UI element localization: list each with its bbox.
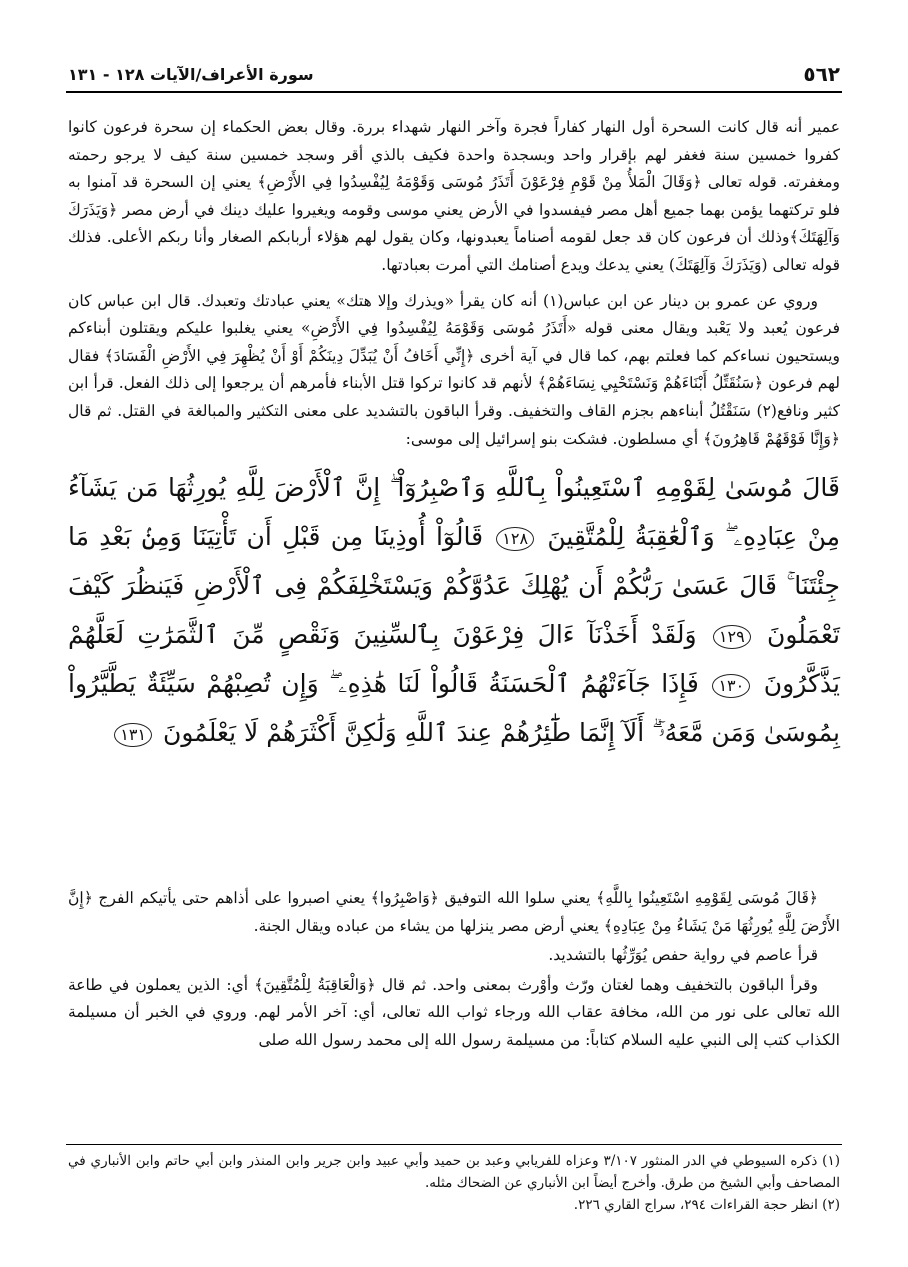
verse-128-text: قَالَ مُوسَىٰ لِقَوْمِهِ ٱسْتَعِينُواْ بِٱللَّهِ وَٱصْبِرُوٓاْ ۖ إِنَّ ٱلْأَرْضَ لِلَّهِ يُورِثُهَا مَن يَشَآءُ مِنْ عِبَادِهِۦ ۖ وَٱلْعَٰقِبَةُ لِلْمُتَّقِينَ <box>68 473 841 552</box>
paragraph-2: وروي عن عمرو بن دينار عن ابن عباس(١) أنه كان يقرأ «ويذرك وإلا هتك» يعني عبادتك وتعبدك. قال ابن عباس كان فرعون يُعبد ولا يَعْبد ويقال معنى قوله «أَتَذَرُ مُوسَى وَقَوْمَهُ لِيُفْسِدُوا فِي الأَرْضِ» يعني يغلبوا عليكم ويقتلون أبناءكم ويستحيون نساءكم كما فعلتم بهم، كما قال في آية أخرى ﴿إِنِّي أَخَافُ أَنْ يُبَدِّلَ دِينَكُمْ أَوْ أَنْ يُظْهِرَ فِي الأَرْضِ الْفَسَادَ﴾ فقال لهم فرعون ﴿سَنُقَتِّلُ أَبْنَاءَهُمْ وَنَسْتَحْيِي نِسَاءَهُمْ﴾ لأنهم قد كانوا تركوا قتل الأبناء فأمرهم أن يرجعوا إلى ذلك الفعل. قرأ ابن كثير ونافع(٢) سَنَقْتُلُ أبناءهم بجزم القاف والتخفيف. وقرأ الباقون بالتشديد على معنى التكثير والمبالغة في القتل. ثم قال ﴿وَإِنَّا فَوْقَهُمْ قَاهِرُونَ﴾ أي مسلطون. فشكت بنو إسرائيل إلى موسى: <box>68 291 840 448</box>
verse-131-text: فَإِذَا جَآءَتْهُمُ ٱلْحَسَنَةُ قَالُواْ لَنَا هَٰذِهِۦ ۖ وَإِن تُصِبْهُمْ سَيِّئَةٌ يَطَّيَّرُواْ بِمُوسَىٰ وَمَن مَّعَهُۥٓ ۗ أَلَآ إِنَّمَا طَٰٓئِرُهُمْ عِندَ ٱللَّهِ وَلَٰكِنَّ أَكْثَرَهُمْ لَا يَعْلَمُونَ <box>68 669 840 748</box>
commentary-paragraph-1: ﴿قَالَ مُوسَى لِقَوْمِهِ اسْتَعِينُوا بِاللَّهِ﴾ يعني سلوا الله التوفيق ﴿وَاصْبِرُوا﴾ يعني اصبروا على أذاهم حتى يأتيكم الفرج ﴿إِنَّ الأَرْضَ لِلَّهِ يُورِثُهَا مَنْ يَشَاءُ مِنْ عِبَادِهِ﴾ يعني أرض مصر ينزلها من يشاء من عباده ويقال الجنة. <box>68 889 840 935</box>
verse-130-number: ١٣٠ <box>712 674 750 698</box>
header-divider <box>66 91 842 93</box>
commentary <box>68 885 840 1057</box>
footnote-divider <box>66 1144 842 1145</box>
quran-verses <box>68 463 840 757</box>
footnote-2: (٢) انظر حجة القراءات ٢٩٤، سراج القاري ٢٢٦. <box>573 1197 840 1213</box>
footnotes <box>68 1150 840 1216</box>
paragraph-1: عمير أنه قال كانت السحرة أول النهار كفاراً فجرة وآخر النهار شهداء بررة. وقال بعض الحكماء إن سحرة فرعون كانوا كفروا خمسين سنة فغفر لهم بإقرار واحد وبسجدة واحدة فكيف بالذي أقر وسجد خمسين سنة كيف لا يرجو رحمته ومغفرته. قوله تعالى ﴿وَقَالَ الْمَلأُ مِنْ قَوْمِ فِرْعَوْنَ أَتَذَرُ مُوسَى وَقَوْمَهُ لِيُفْسِدُوا فِي الأَرْضِ﴾ يعني إن السحرة قد آمنوا به فلو تركتهما يؤمن بهما جميع أهل مصر فيفسدوا في الأرض يعني موسى وقومه ويغيروا عليك دينك في أرض مصر ﴿وَيَذَرَكَ وَآلِهَتَكَ﴾وذلك أن فرعون كان قد جعل لقومه أصناماً يعبدونها، وكان يقول لهم هؤلاء أربابكم الصغار وأنا ربكم الأعلى. فذلك قوله تعالى (وَيَذَرَكَ وَآلِهَتَكَ) يعني يدعك ويدع أصنامك التي أمرت بعبادتها. <box>68 118 840 274</box>
main-text <box>68 114 840 771</box>
verse-128-number: ١٢٨ <box>496 527 534 551</box>
commentary-paragraph-3: وقرأ الباقون بالتخفيف وهما لغتان ورّث وأوْرث بمعنى واحد. ثم قال ﴿وَالْعَاقِبَةُ لِلْمُتَّقِينَ﴾ أي: الذين يعملون في طاعة الله تعالى على نور من الله، مخافة عقاب الله ورجاء ثواب الله تعالى، أي: آخر الأمر لهم. وروي في الخبر أن مسيلمة الكذاب كتب إلى النبي عليه السلام كتاباً: من مسيلمة رسول الله إلى محمد رسول الله صلى <box>68 975 840 1049</box>
verse-130-text: وَلَقَدْ أَخَذْنَآ ءَالَ فِرْعَوْنَ بِٱلسِّنِينَ وَنَقْصٍ مِّنَ ٱلثَّمَرَٰتِ لَعَلَّهُمْ يَذَّكَّرُونَ <box>68 620 840 699</box>
page-number: ٥٦٢ <box>803 62 840 86</box>
verse-131-number: ١٣١ <box>114 723 152 747</box>
verse-129-text: قَالُوٓاْ أُوذِينَا مِن قَبْلِ أَن تَأْتِيَنَا وَمِنۢ بَعْدِ مَا جِئْتَنَا ۚ قَالَ عَسَىٰ رَبُّكُمْ أَن يُهْلِكَ عَدُوَّكُمْ وَيَسْتَخْلِفَكُمْ فِى ٱلْأَرْضِ فَيَنظُرَ كَيْفَ تَعْمَلُونَ <box>68 522 840 650</box>
verse-129-number: ١٢٩ <box>713 625 751 649</box>
footnote-1: (١) ذكره السيوطي في الدر المنثور ٣/١٠٧ وعزاه للفريابي وعبد بن حميد وأبي عبيد وابن جرير وابن المنذر وابن أبي حاتم وابن الأنباري في المصاحف وأبي الشيخ من طرق. وأخرج أيضاً ابن الأنباري عن الضحاك مثله. <box>68 1153 840 1191</box>
running-title: سورة الأعراف/الآيات ١٢٨ - ١٣١ <box>68 64 314 84</box>
commentary-paragraph-2: قرأ عاصم في رواية حفص يُوَرِّثُها بالتشديد. <box>548 946 818 965</box>
page-header <box>68 58 840 90</box>
